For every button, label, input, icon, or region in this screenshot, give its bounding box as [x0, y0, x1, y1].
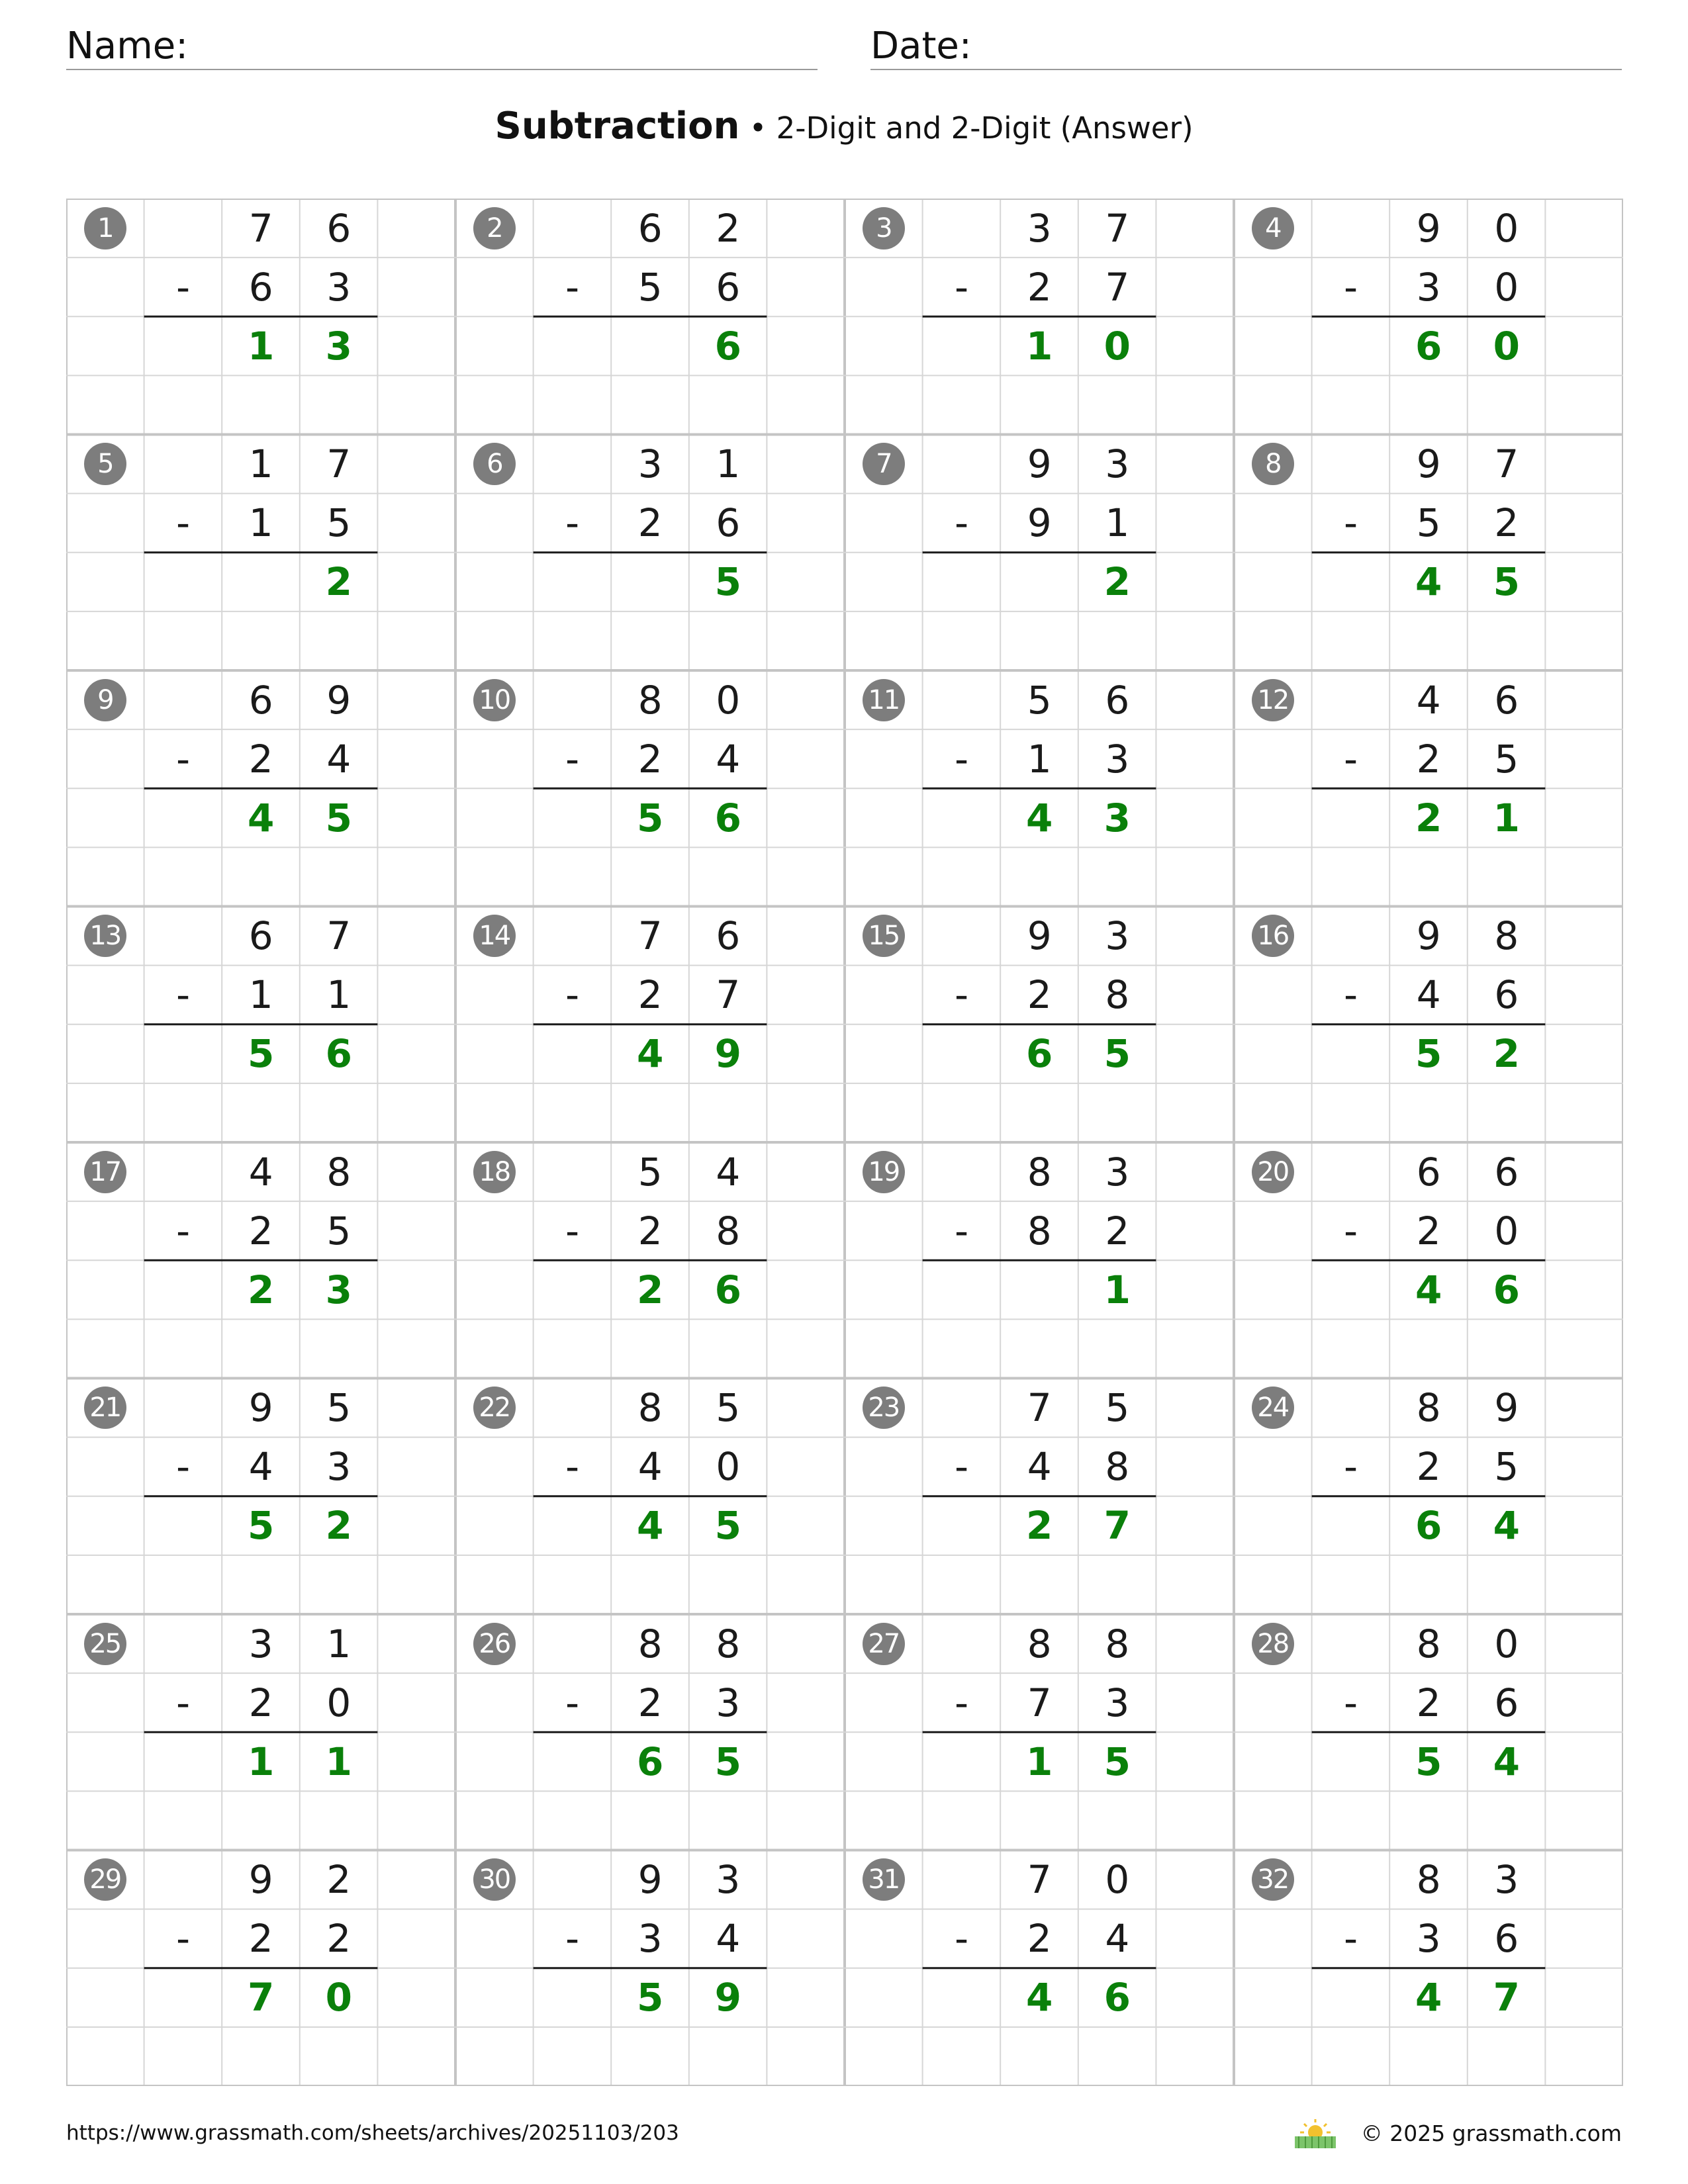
minuend-tens: 8	[1416, 1621, 1441, 1666]
problem-number-badge: 18	[473, 1151, 516, 1193]
answer-ones: 0	[1103, 323, 1131, 369]
answer-ones: 5	[325, 795, 352, 841]
problem-number-badge: 30	[473, 1858, 516, 1901]
answer-tens: 4	[248, 795, 275, 841]
subtrahend-tens: 4	[1027, 1444, 1052, 1490]
subtrahend-ones: 5	[326, 1208, 352, 1253]
answer-ones: 9	[714, 1975, 741, 2021]
subtrahend-tens: 1	[248, 972, 273, 1018]
answer-ones: 2	[325, 559, 352, 605]
minus-sign: -	[176, 1680, 191, 1725]
problem-number-badge: 16	[1252, 915, 1294, 957]
subtrahend-ones: 8	[1105, 972, 1130, 1018]
minuend-tens: 8	[1416, 1857, 1441, 1902]
minus-sign: -	[565, 736, 580, 782]
minus-sign: -	[176, 1208, 191, 1253]
minuend-tens: 8	[637, 1621, 663, 1666]
minus-sign: -	[176, 1916, 191, 1962]
answer-ones: 0	[325, 1975, 352, 2021]
minuend-ones: 9	[326, 677, 352, 723]
minuend-ones: 6	[716, 913, 741, 958]
minuend-ones: 7	[1105, 205, 1130, 251]
minus-sign: -	[1344, 972, 1358, 1018]
minus-sign: -	[565, 1444, 580, 1490]
answer-ones: 3	[325, 323, 352, 369]
subtrahend-ones: 3	[326, 264, 352, 310]
minuend-tens: 7	[1027, 1857, 1052, 1902]
answer-tens: 5	[637, 1975, 664, 2021]
subtrahend-tens: 4	[637, 1444, 663, 1490]
problem-number-badge: 7	[863, 443, 905, 485]
minuend-tens: 9	[637, 1857, 663, 1902]
minuend-tens: 8	[637, 677, 663, 723]
subtrahend-ones: 4	[326, 736, 352, 782]
minus-sign: -	[565, 264, 580, 310]
minuend-tens: 6	[1416, 1149, 1441, 1195]
subtrahend-tens: 3	[1416, 264, 1441, 310]
answer-tens: 5	[637, 795, 664, 841]
footer-copyright: © 2025 grassmath.com	[1360, 2120, 1622, 2146]
minuend-ones: 1	[716, 441, 741, 486]
minus-sign: -	[176, 500, 191, 546]
minuend-ones: 8	[1105, 1621, 1130, 1666]
answer-ones: 2	[325, 1503, 352, 1549]
problem-number-badge: 28	[1252, 1623, 1294, 1665]
minus-sign: -	[1344, 1444, 1358, 1490]
problem-number-badge: 12	[1252, 679, 1294, 721]
minuend-tens: 3	[637, 441, 663, 486]
minuend-tens: 7	[637, 913, 663, 958]
minuend-tens: 9	[248, 1385, 273, 1430]
minuend-tens: 6	[248, 677, 273, 723]
subtrahend-ones: 7	[1105, 264, 1130, 310]
problem-number-badge: 1	[84, 207, 126, 250]
problem-number-badge: 22	[473, 1387, 516, 1429]
minuend-ones: 5	[716, 1385, 741, 1430]
minus-sign: -	[565, 1680, 580, 1725]
problem-number-badge: 15	[863, 915, 905, 957]
answer-ones: 6	[714, 323, 741, 369]
minuend-ones: 8	[716, 1621, 741, 1666]
minus-sign: -	[955, 1680, 969, 1725]
answer-tens: 6	[1415, 323, 1442, 369]
minuend-tens: 8	[637, 1385, 663, 1430]
subtrahend-tens: 3	[1416, 1916, 1441, 1962]
minus-sign: -	[955, 1916, 969, 1962]
minus-sign: -	[955, 736, 969, 782]
problem-number-badge: 29	[84, 1858, 126, 1901]
problem-number-badge: 21	[84, 1387, 126, 1429]
minuend-ones: 3	[1105, 1149, 1130, 1195]
subtrahend-ones: 3	[1105, 1680, 1130, 1725]
minuend-ones: 4	[716, 1149, 741, 1195]
answer-ones: 5	[1493, 559, 1520, 605]
answer-tens: 4	[1415, 1975, 1442, 2021]
minuend-ones: 5	[1105, 1385, 1130, 1430]
minuend-ones: 9	[1494, 1385, 1519, 1430]
answer-tens: 5	[1415, 1739, 1442, 1784]
minuend-tens: 9	[1027, 441, 1052, 486]
answer-tens: 4	[1026, 795, 1053, 841]
answer-tens: 2	[1026, 1503, 1053, 1549]
subtrahend-tens: 5	[1416, 500, 1441, 546]
problem-number-badge: 27	[863, 1623, 905, 1665]
subtrahend-tens: 2	[637, 736, 663, 782]
subtrahend-tens: 1	[248, 500, 273, 546]
answer-ones: 4	[1493, 1739, 1520, 1784]
subtrahend-tens: 2	[1416, 1444, 1441, 1490]
minuend-tens: 8	[1027, 1621, 1052, 1666]
minuend-ones: 6	[1105, 677, 1130, 723]
answer-ones: 1	[1493, 795, 1520, 841]
minuend-ones: 7	[1494, 441, 1519, 486]
problem-number-badge: 5	[84, 443, 126, 485]
minuend-ones: 2	[716, 205, 741, 251]
minuend-tens: 5	[1027, 677, 1052, 723]
minus-sign: -	[176, 264, 191, 310]
answer-ones: 3	[1103, 795, 1131, 841]
subtrahend-ones: 5	[1494, 736, 1519, 782]
problem-number-badge: 25	[84, 1623, 126, 1665]
answer-tens: 5	[248, 1031, 275, 1077]
subtrahend-tens: 2	[248, 1680, 273, 1725]
answer-ones: 1	[1103, 1267, 1131, 1312]
subtrahend-tens: 9	[1027, 500, 1052, 546]
minuend-tens: 6	[248, 913, 273, 958]
minuend-ones: 7	[326, 913, 352, 958]
subtrahend-tens: 4	[248, 1444, 273, 1490]
minuend-ones: 3	[1105, 913, 1130, 958]
problem-number-badge: 11	[863, 679, 905, 721]
subtrahend-ones: 5	[1494, 1444, 1519, 1490]
problem-number-badge: 2	[473, 207, 516, 250]
answer-tens: 6	[1026, 1031, 1053, 1077]
answer-ones: 6	[714, 1267, 741, 1312]
answer-tens	[611, 316, 689, 375]
problem-number-badge: 19	[863, 1151, 905, 1193]
answer-tens	[1000, 1260, 1078, 1319]
answer-ones: 6	[1493, 1267, 1520, 1312]
answer-tens: 4	[1415, 1267, 1442, 1312]
answer-tens	[1000, 553, 1078, 612]
problem-number-badge: 26	[473, 1623, 516, 1665]
footer-brand	[1292, 2116, 1622, 2150]
answer-ones: 3	[325, 1267, 352, 1312]
subtrahend-ones: 6	[716, 500, 741, 546]
minus-sign: -	[1344, 1208, 1358, 1253]
subtrahend-ones: 4	[716, 1916, 741, 1962]
minus-sign: -	[176, 736, 191, 782]
minus-sign: -	[565, 972, 580, 1018]
minuend-tens: 8	[1416, 1385, 1441, 1430]
minuend-ones: 0	[1494, 205, 1519, 251]
problem-number-badge: 4	[1252, 207, 1294, 250]
minus-sign: -	[955, 1444, 969, 1490]
minuend-ones: 6	[326, 205, 352, 251]
problem-number-badge: 8	[1252, 443, 1294, 485]
minus-sign: -	[955, 500, 969, 546]
subtrahend-tens: 2	[1416, 736, 1441, 782]
minuend-ones: 8	[326, 1149, 352, 1195]
minuend-tens: 9	[248, 1857, 273, 1902]
subtrahend-tens: 5	[637, 264, 663, 310]
minuend-ones: 6	[1494, 1149, 1519, 1195]
subtrahend-tens: 2	[248, 1208, 273, 1253]
problem-number-badge: 17	[84, 1151, 126, 1193]
name-label: Name:	[66, 24, 189, 68]
answer-ones: 0	[1493, 323, 1520, 369]
minuend-tens: 8	[1027, 1149, 1052, 1195]
minuend-ones: 0	[1105, 1857, 1130, 1902]
minuend-tens: 9	[1416, 205, 1441, 251]
footer-url[interactable]: https://www.grassmath.com/sheets/archives/20251103/203	[66, 2121, 679, 2145]
subtrahend-tens: 3	[637, 1916, 663, 1962]
answer-ones: 2	[1103, 559, 1131, 605]
minuend-tens: 3	[248, 1621, 273, 1666]
minuend-ones: 3	[1105, 441, 1130, 486]
answer-tens	[222, 553, 300, 612]
subtrahend-ones: 8	[1105, 1444, 1130, 1490]
minus-sign: -	[565, 1916, 580, 1962]
answer-tens: 6	[637, 1739, 664, 1784]
minus-sign: -	[565, 1208, 580, 1253]
problem-number-badge: 32	[1252, 1858, 1294, 1901]
answer-ones: 1	[325, 1739, 352, 1784]
minuend-ones: 3	[716, 1857, 741, 1902]
name-field[interactable]	[66, 20, 818, 70]
minuend-tens: 9	[1416, 441, 1441, 486]
minuend-tens: 1	[248, 441, 273, 486]
problem-number-badge: 10	[473, 679, 516, 721]
minus-sign: -	[1344, 1916, 1358, 1962]
minus-sign: -	[1344, 1680, 1358, 1725]
answer-tens: 1	[248, 323, 275, 369]
answer-tens: 2	[637, 1267, 664, 1312]
subtrahend-ones: 6	[1494, 1680, 1519, 1725]
minuend-tens: 6	[637, 205, 663, 251]
answer-ones: 5	[714, 559, 741, 605]
problem-number-badge: 31	[863, 1858, 905, 1901]
subtrahend-tens: 2	[1027, 1916, 1052, 1962]
answer-tens: 4	[1026, 1975, 1053, 2021]
minuend-tens: 9	[1416, 913, 1441, 958]
answer-ones: 7	[1493, 1975, 1520, 2021]
minuend-ones: 8	[1494, 913, 1519, 958]
answer-ones: 6	[714, 795, 741, 841]
subtrahend-ones: 7	[716, 972, 741, 1018]
problem-number-badge: 3	[863, 207, 905, 250]
subtrahend-ones: 1	[326, 972, 352, 1018]
subtrahend-ones: 4	[1105, 1916, 1130, 1962]
sun-grass-logo-icon	[1292, 2116, 1338, 2150]
problem-number-badge: 14	[473, 915, 516, 957]
subtrahend-ones: 3	[716, 1680, 741, 1725]
minuend-ones: 2	[326, 1857, 352, 1902]
problem-number-badge: 24	[1252, 1387, 1294, 1429]
minuend-ones: 0	[716, 677, 741, 723]
minuend-ones: 6	[1494, 677, 1519, 723]
answer-tens: 2	[248, 1267, 275, 1312]
minuend-ones: 3	[1494, 1857, 1519, 1902]
answer-tens: 1	[248, 1739, 275, 1784]
answer-tens: 5	[1415, 1031, 1442, 1077]
subtrahend-tens: 2	[1027, 972, 1052, 1018]
date-label: Date:	[870, 24, 972, 68]
answer-tens: 7	[248, 1975, 275, 2021]
minuend-tens: 7	[248, 205, 273, 251]
answer-tens	[611, 553, 689, 612]
problem-number-badge: 20	[1252, 1151, 1294, 1193]
minus-sign: -	[176, 1444, 191, 1490]
answer-tens: 5	[248, 1503, 275, 1549]
answer-tens: 1	[1026, 1739, 1053, 1784]
answer-ones: 4	[1493, 1503, 1520, 1549]
minus-sign: -	[1344, 264, 1358, 310]
answer-ones: 5	[714, 1503, 741, 1549]
subtrahend-ones: 0	[326, 1680, 352, 1725]
subtrahend-ones: 0	[716, 1444, 741, 1490]
minus-sign: -	[1344, 736, 1358, 782]
minuend-tens: 9	[1027, 913, 1052, 958]
answer-ones: 9	[714, 1031, 741, 1077]
minuend-ones: 0	[1494, 1621, 1519, 1666]
answer-tens: 4	[637, 1503, 664, 1549]
subtrahend-ones: 5	[326, 500, 352, 546]
subtrahend-ones: 3	[1105, 736, 1130, 782]
minuend-tens: 5	[637, 1149, 663, 1195]
subtrahend-ones: 1	[1105, 500, 1130, 546]
worksheet-title	[0, 105, 1688, 148]
problem-number-badge: 13	[84, 915, 126, 957]
subtrahend-ones: 6	[1494, 1916, 1519, 1962]
answer-tens: 6	[1415, 1503, 1442, 1549]
problem-number-badge: 6	[473, 443, 516, 485]
subtrahend-ones: 6	[716, 264, 741, 310]
answer-ones: 7	[1103, 1503, 1131, 1549]
minus-sign: -	[176, 972, 191, 1018]
answer-tens: 1	[1026, 323, 1053, 369]
answer-tens: 2	[1415, 795, 1442, 841]
subtrahend-tens: 2	[1416, 1208, 1441, 1253]
subtrahend-tens: 7	[1027, 1680, 1052, 1725]
subtrahend-ones: 0	[1494, 1208, 1519, 1253]
subtrahend-ones: 2	[1494, 500, 1519, 546]
subtrahend-ones: 4	[716, 736, 741, 782]
subtrahend-tens: 2	[637, 1208, 663, 1253]
minuend-tens: 7	[1027, 1385, 1052, 1430]
minus-sign: -	[1344, 500, 1358, 546]
subtrahend-tens: 2	[637, 1680, 663, 1725]
answer-ones: 5	[1103, 1031, 1131, 1077]
answer-ones: 6	[325, 1031, 352, 1077]
answer-tens: 4	[637, 1031, 664, 1077]
problem-grid	[66, 199, 1623, 2086]
subtrahend-ones: 2	[326, 1916, 352, 1962]
subtrahend-tens: 2	[248, 736, 273, 782]
answer-ones: 5	[1103, 1739, 1131, 1784]
minuend-tens: 3	[1027, 205, 1052, 251]
problem-number-badge: 9	[84, 679, 126, 721]
minuend-ones: 1	[326, 1621, 352, 1666]
answer-ones: 6	[1103, 1975, 1131, 2021]
minus-sign: -	[955, 972, 969, 1018]
answer-ones: 2	[1493, 1031, 1520, 1077]
answer-ones: 5	[714, 1739, 741, 1784]
minus-sign: -	[955, 264, 969, 310]
subtrahend-tens: 2	[1416, 1680, 1441, 1725]
subtrahend-tens: 2	[248, 1916, 273, 1962]
problem-number-badge: 23	[863, 1387, 905, 1429]
title-main: Subtraction	[494, 105, 740, 148]
date-field[interactable]	[870, 20, 1622, 70]
minus-sign: -	[565, 500, 580, 546]
subtrahend-tens: 8	[1027, 1208, 1052, 1253]
subtrahend-tens: 4	[1416, 972, 1441, 1018]
subtrahend-tens: 2	[637, 500, 663, 546]
minuend-tens: 4	[248, 1149, 273, 1195]
subtrahend-ones: 3	[326, 1444, 352, 1490]
minuend-tens: 4	[1416, 677, 1441, 723]
subtrahend-ones: 0	[1494, 264, 1519, 310]
answer-tens: 4	[1415, 559, 1442, 605]
subtrahend-tens: 6	[248, 264, 273, 310]
minus-sign: -	[955, 1208, 969, 1253]
subtrahend-tens: 2	[637, 972, 663, 1018]
subtrahend-tens: 1	[1027, 736, 1052, 782]
title-subtitle: • 2-Digit and 2-Digit (Answer)	[739, 111, 1194, 146]
minuend-ones: 5	[326, 1385, 352, 1430]
subtrahend-ones: 8	[716, 1208, 741, 1253]
subtrahend-tens: 2	[1027, 264, 1052, 310]
subtrahend-ones: 6	[1494, 972, 1519, 1018]
minuend-ones: 7	[326, 441, 352, 486]
subtrahend-ones: 2	[1105, 1208, 1130, 1253]
